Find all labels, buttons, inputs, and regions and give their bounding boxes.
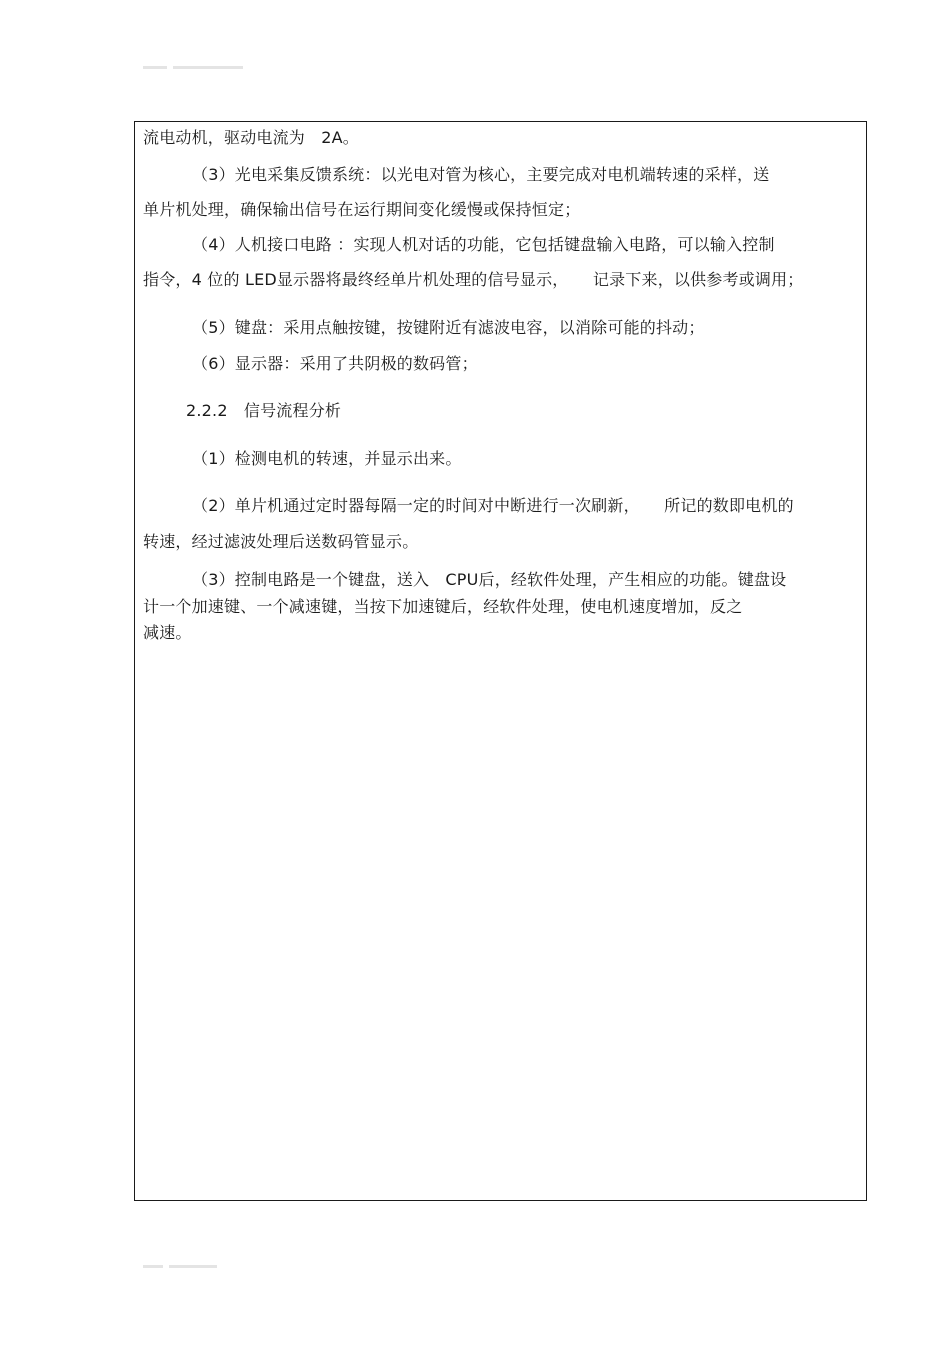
text-line: 计一个加速键、一个减速键，当按下加速键后，经软件处理，使电机速度增加，反之 [143,597,743,616]
text-line: （1）检测电机的转速，并显示出来。 [192,449,462,468]
header-mark [143,66,167,69]
text-line: （2）单片机通过定时器每隔一定的时间对中断进行一次刷新， 所记的数即电机的 [192,496,794,515]
text-line: （5）键盘：采用点触按键，按键附近有滤波电容，以消除可能的抖动； [192,318,705,337]
text-line: （3）控制电路是一个键盘，送入 CPU后，经软件处理，产生相应的功能。键盘设 [192,570,787,589]
text-line: 指令，4 位的 LED显示器将最终经单片机处理的信号显示， 记录下来，以供参考或调用； [143,270,804,289]
text-line: 转速，经过滤波处理后送数码管显示。 [143,532,419,551]
footer-mark [169,1265,217,1268]
text-line: （3）光电采集反馈系统：以光电对管为核心，主要完成对电机端转速的采样，送 [192,165,770,184]
header-mark [173,66,243,69]
section-heading: 2.2.2 信号流程分析 [186,401,342,420]
text-line: 流电动机，驱动电流为 2A。 [143,128,359,147]
faint-page-footer [143,1263,217,1269]
text-line: （6）显示器：采用了共阴极的数码管； [192,354,478,373]
faint-page-header [143,64,243,70]
text-line: （4）人机接口电路 ：实现人机对话的功能，它包括键盘输入电路，可以输入控制 [192,235,775,254]
footer-mark [143,1265,163,1268]
text-line: 减速。 [143,623,192,642]
text-line: 单片机处理，确保输出信号在运行期间变化缓慢或保持恒定； [143,200,581,219]
